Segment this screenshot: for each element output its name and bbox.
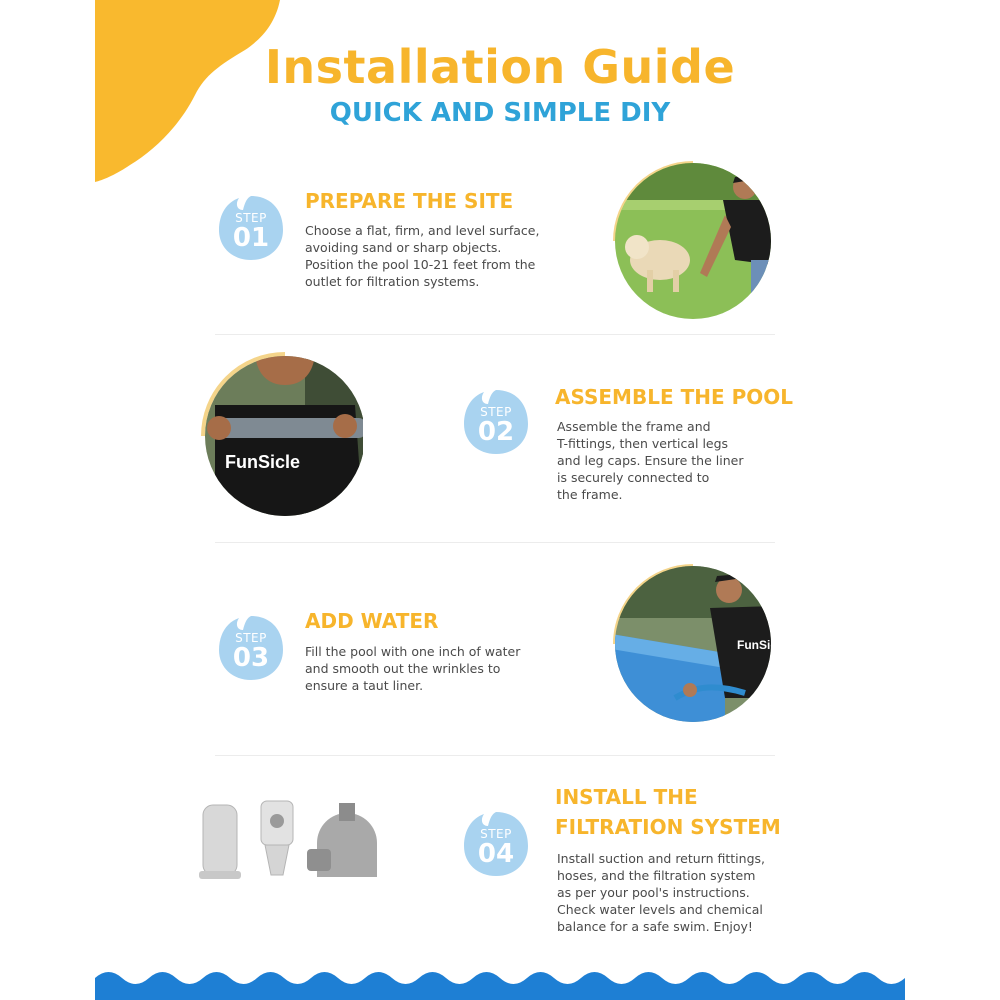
step-1-word: STEP bbox=[235, 211, 267, 225]
step-1-line: outlet for filtration systems. bbox=[305, 274, 480, 289]
step-4-description bbox=[557, 850, 765, 935]
step-1-line: avoiding sand or sharp objects. bbox=[305, 240, 502, 255]
funsicle-shirt-logo: FunSicle bbox=[225, 452, 301, 472]
step-2-line: is securely connected to bbox=[557, 470, 710, 485]
step-2-word: STEP bbox=[480, 405, 512, 419]
page-title: Installation Guide bbox=[264, 40, 736, 94]
step-1-number: 01 bbox=[232, 223, 270, 253]
step-4-line: Install suction and return fittings, bbox=[557, 851, 766, 866]
section-divider bbox=[215, 755, 775, 756]
step-2-line: the frame. bbox=[557, 487, 623, 502]
step-2-description bbox=[557, 418, 743, 503]
section-divider bbox=[215, 334, 775, 335]
blue-wave-border bbox=[95, 964, 905, 1000]
step-3-badge bbox=[215, 612, 287, 684]
step-1-description bbox=[305, 222, 539, 290]
step-4-badge bbox=[460, 808, 532, 880]
step-4-line: balance for a safe swim. Enjoy! bbox=[557, 919, 753, 934]
step-4-number: 04 bbox=[477, 839, 515, 869]
step-4-title-line: FILTRATION SYSTEM bbox=[555, 815, 781, 839]
step-1-title: PREPARE THE SITE bbox=[305, 189, 514, 213]
step-3-line: and smooth out the wrinkles to bbox=[305, 661, 501, 676]
step-1-line: Position the pool 10-21 feet from the bbox=[305, 257, 536, 272]
step-1-line: Choose a flat, firm, and level surface, bbox=[305, 223, 540, 238]
step-3-description bbox=[305, 643, 520, 694]
step-3-line: ensure a taut liner. bbox=[305, 678, 424, 693]
yellow-splash-decoration bbox=[95, 0, 295, 190]
step-4-line: Check water levels and chemical bbox=[557, 902, 763, 917]
installation-guide-page bbox=[95, 0, 905, 1000]
step-4-line: hoses, and the filtration system bbox=[557, 868, 756, 883]
step-1-badge bbox=[215, 192, 287, 264]
step-2-photo-man-holding-pole bbox=[195, 350, 363, 518]
filtration-equipment-image bbox=[195, 795, 385, 887]
step-2-line: Assemble the frame and bbox=[557, 419, 711, 434]
step-3-title: ADD WATER bbox=[305, 609, 439, 633]
step-3-number: 03 bbox=[232, 643, 270, 673]
step-3-word: STEP bbox=[235, 631, 267, 645]
step-4-title bbox=[555, 782, 781, 842]
step-2-number: 02 bbox=[477, 417, 515, 447]
section-divider bbox=[215, 542, 775, 543]
step-4-line: as per your pool's instructions. bbox=[557, 885, 750, 900]
page-subtitle: QUICK AND SIMPLE DIY bbox=[329, 98, 671, 128]
funsicle-shirt-logo: FunSicle bbox=[737, 638, 788, 652]
step-2-line: and leg caps. Ensure the liner bbox=[557, 453, 744, 468]
step-1-photo-man-with-dog bbox=[605, 155, 773, 323]
step-2-badge bbox=[460, 386, 532, 458]
step-2-title: ASSEMBLE THE POOL bbox=[555, 385, 793, 409]
step-4-title-line: INSTALL THE bbox=[555, 785, 698, 809]
step-2-line: T-fittings, then vertical legs bbox=[557, 436, 729, 451]
step-3-line: Fill the pool with one inch of water bbox=[305, 644, 521, 659]
step-4-word: STEP bbox=[480, 827, 512, 841]
step-3-photo-man-with-hose bbox=[605, 558, 788, 726]
